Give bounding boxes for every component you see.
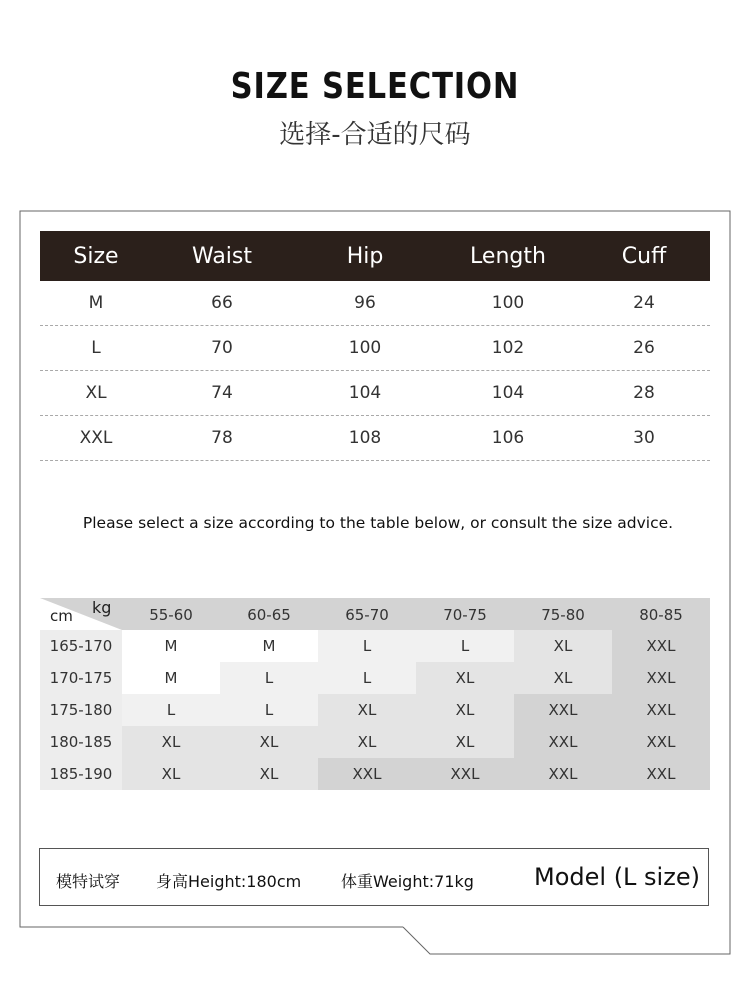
recommended-size-cell: XL — [514, 630, 612, 662]
header-hip: Hip — [346, 243, 384, 269]
recommended-size-cell: XL — [220, 726, 318, 758]
recommended-size-cell: XL — [220, 758, 318, 790]
weight-range-header: 80-85 — [639, 606, 683, 624]
height-range-label: 170-175 — [40, 662, 122, 694]
cell-cuff: 24 — [633, 293, 655, 313]
weight-range-header: 60-65 — [247, 606, 291, 624]
weight-range-header: 65-70 — [345, 606, 389, 624]
cell-size: XXL — [79, 428, 113, 448]
cell-size: L — [91, 338, 101, 358]
cell-size: XL — [85, 383, 107, 403]
matrix-row — [40, 726, 710, 758]
weight-range-header: 70-75 — [443, 606, 487, 624]
recommended-size-cell: XL — [122, 726, 220, 758]
size-advice-note: Please select a size according to the table below, or consult the size advice. — [82, 514, 674, 532]
table-row — [40, 371, 710, 416]
recommended-size-cell: M — [220, 630, 318, 662]
height-range-label: 165-170 — [40, 630, 122, 662]
recommended-size-cell: XXL — [514, 726, 612, 758]
height-range-label: 185-190 — [40, 758, 122, 790]
recommended-size-cell: XXL — [318, 758, 416, 790]
model-height: 身高Height:180cm — [156, 872, 302, 891]
matrix-row — [40, 758, 710, 790]
cell-size: M — [88, 293, 104, 313]
matrix-body — [40, 630, 710, 790]
cell-waist: 66 — [211, 293, 233, 313]
recommended-size-cell: XL — [318, 726, 416, 758]
recommended-size-cell: L — [416, 630, 514, 662]
matrix-row — [40, 630, 710, 662]
cell-hip: 104 — [348, 383, 382, 403]
model-info-box — [39, 848, 709, 906]
header-size: Size — [73, 243, 119, 269]
cell-waist: 74 — [211, 383, 233, 403]
height-range-label: 175-180 — [40, 694, 122, 726]
model-label: 模特试穿 — [56, 872, 121, 891]
matrix-row — [40, 694, 710, 726]
recommended-size-cell: XL — [416, 694, 514, 726]
cell-hip: 96 — [354, 293, 376, 313]
height-unit-label: cm — [50, 607, 73, 625]
table-row — [40, 281, 710, 326]
recommended-size-cell: XXL — [612, 758, 710, 790]
weight-range-header: 75-80 — [541, 606, 585, 624]
weight-unit-label: kg — [92, 598, 112, 617]
recommended-size-cell: XL — [514, 662, 612, 694]
recommended-size-cell: M — [122, 662, 220, 694]
cell-length: 106 — [491, 428, 525, 448]
recommended-size-cell: L — [220, 694, 318, 726]
recommended-size-cell: L — [318, 662, 416, 694]
cell-length: 104 — [491, 383, 525, 403]
recommended-size-cell: XL — [318, 694, 416, 726]
matrix-header — [40, 598, 710, 630]
recommended-size-cell: XXL — [612, 726, 710, 758]
cell-waist: 70 — [211, 338, 233, 358]
matrix-corner — [40, 598, 122, 630]
recommended-size-cell: XXL — [514, 758, 612, 790]
cell-cuff: 30 — [633, 428, 655, 448]
page-title: SIZE SELECTION — [230, 66, 520, 107]
cell-length: 102 — [491, 338, 525, 358]
cell-cuff: 26 — [633, 338, 655, 358]
table-row — [40, 326, 710, 371]
height-range-label: 180-185 — [40, 726, 122, 758]
recommended-size-cell: L — [122, 694, 220, 726]
cell-cuff: 28 — [633, 383, 655, 403]
cell-hip: 100 — [348, 338, 382, 358]
model-size: Model (L size) — [534, 863, 700, 891]
header-cuff: Cuff — [621, 243, 667, 269]
cell-hip: 108 — [348, 428, 382, 448]
cell-waist: 78 — [211, 428, 233, 448]
recommended-size-cell: XL — [416, 726, 514, 758]
size-recommendation-matrix — [40, 598, 710, 790]
header-waist: Waist — [191, 243, 253, 269]
page-subtitle: 选择-合适的尺码 — [279, 120, 471, 150]
matrix-row — [40, 662, 710, 694]
recommended-size-cell: XXL — [612, 694, 710, 726]
header-length: Length — [470, 243, 546, 269]
recommended-size-cell: L — [318, 630, 416, 662]
table-row — [40, 416, 710, 461]
recommended-size-cell: XL — [122, 758, 220, 790]
recommended-size-cell: XXL — [612, 662, 710, 694]
weight-range-header: 55-60 — [149, 606, 193, 624]
recommended-size-cell: L — [220, 662, 318, 694]
recommended-size-cell: XXL — [416, 758, 514, 790]
size-table — [40, 231, 710, 461]
recommended-size-cell: XL — [416, 662, 514, 694]
cell-length: 100 — [491, 293, 525, 313]
model-weight: 体重Weight:71kg — [341, 872, 474, 891]
recommended-size-cell: XXL — [612, 630, 710, 662]
recommended-size-cell: M — [122, 630, 220, 662]
recommended-size-cell: XXL — [514, 694, 612, 726]
size-table-header — [40, 231, 710, 281]
